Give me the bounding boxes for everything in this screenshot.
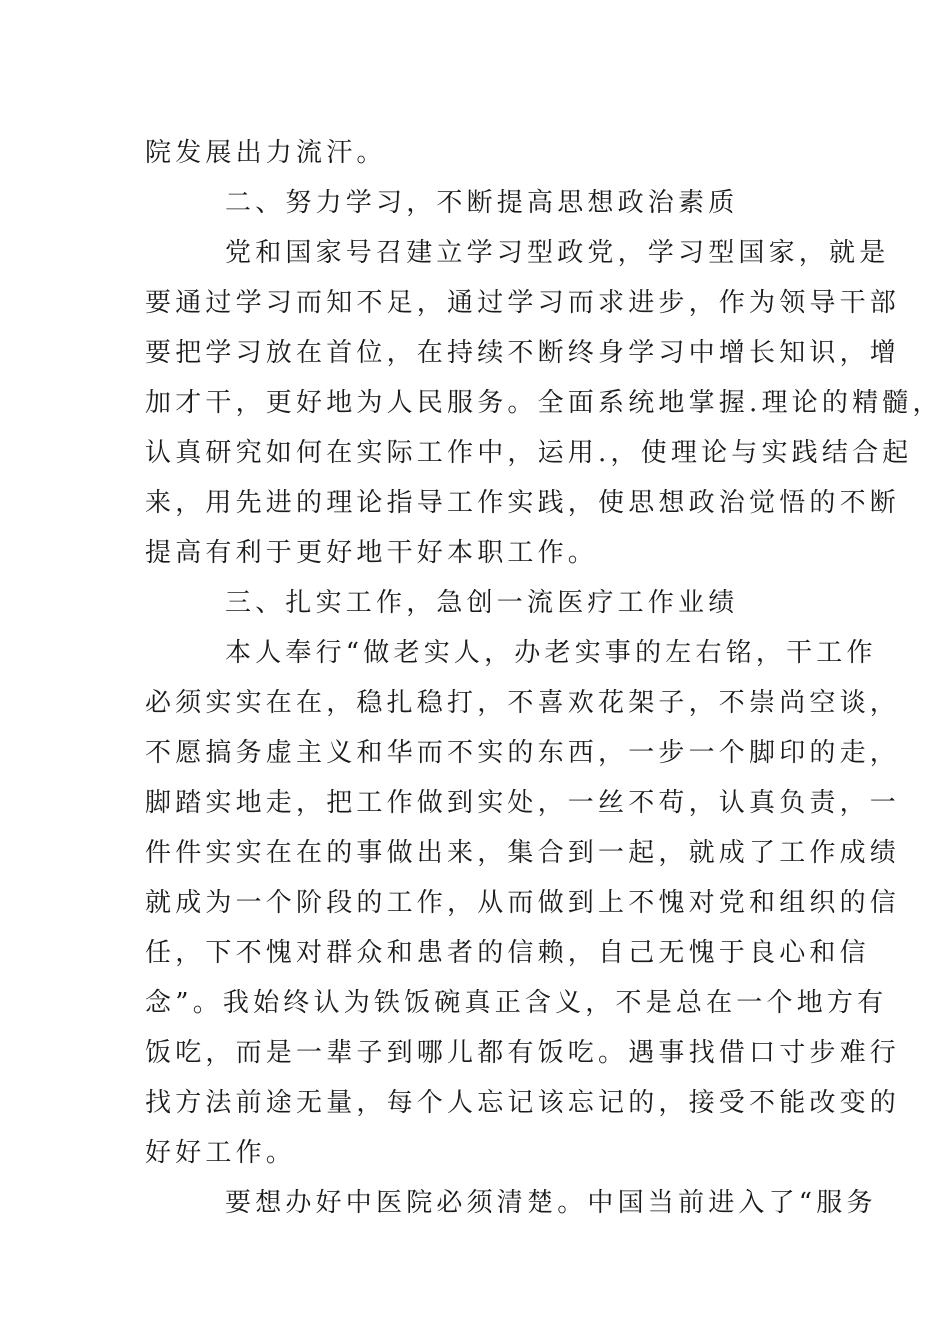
text-line: 本人奉行“做老实人，办老实事的左右铭，干工作 (225, 638, 877, 668)
body-text (145, 128, 943, 1228)
text-line: 脚踏实地走，把工作做到实处，一丝不苟，认真负责，一 (145, 788, 901, 818)
text-line: 念”。我始终认为铁饭碗真正含义，不是总在一个地方有 (145, 988, 888, 1018)
text-line: 提高有利于更好地干好本职工作。 (145, 538, 599, 568)
text-line: 找方法前途无量，每个人忘记该忘记的，接受不能改变的 (145, 1088, 901, 1118)
text-line: 不愿搞务虚主义和华而不实的东西，一步一个脚印的走， (145, 738, 901, 768)
text-line: 必须实实在在，稳扎稳打，不喜欢花架子，不崇尚空谈， (145, 688, 901, 718)
text-line: 要想办好中医院必须清楚。中国当前进入了“服务 (225, 1188, 877, 1218)
text-line: 认真研究如何在实际工作中，运用.，使理论与实践结合起 (145, 438, 913, 468)
section-heading: 三、扎实工作，急创一流医疗工作业绩 (225, 588, 739, 618)
text-line: 党和国家号召建立学习型政党，学习型国家，就是 (225, 238, 890, 268)
text-line: 饭吃，而是一辈子到哪儿都有饭吃。遇事找借口寸步难行 (145, 1038, 901, 1068)
text-line: 任，下不愧对群众和患者的信赖，自己无愧于良心和信 (145, 938, 870, 968)
text-line: 院发展出力流汗。 (145, 138, 387, 168)
text-line: 要把学习放在首位，在持续不断终身学习中增长知识，增 (145, 338, 901, 368)
text-line: 来，用先进的理论指导工作实践，使思想政治觉悟的不断 (145, 488, 901, 518)
text-line: 件件实实在在的事做出来，集合到一起，就成了工作成绩 (145, 838, 901, 868)
text-line: 好好工作。 (145, 1138, 297, 1168)
section-heading: 二、努力学习，不断提高思想政治素质 (225, 188, 739, 218)
text-line: 要通过学习而知不足，通过学习而求进步，作为领导干部 (145, 288, 901, 318)
text-line: 加才干，更好地为人民服务。全面系统地掌握.理论的精髓， (145, 388, 943, 418)
text-line: 就成为一个阶段的工作，从而做到上不愧对党和组织的信 (145, 888, 901, 918)
